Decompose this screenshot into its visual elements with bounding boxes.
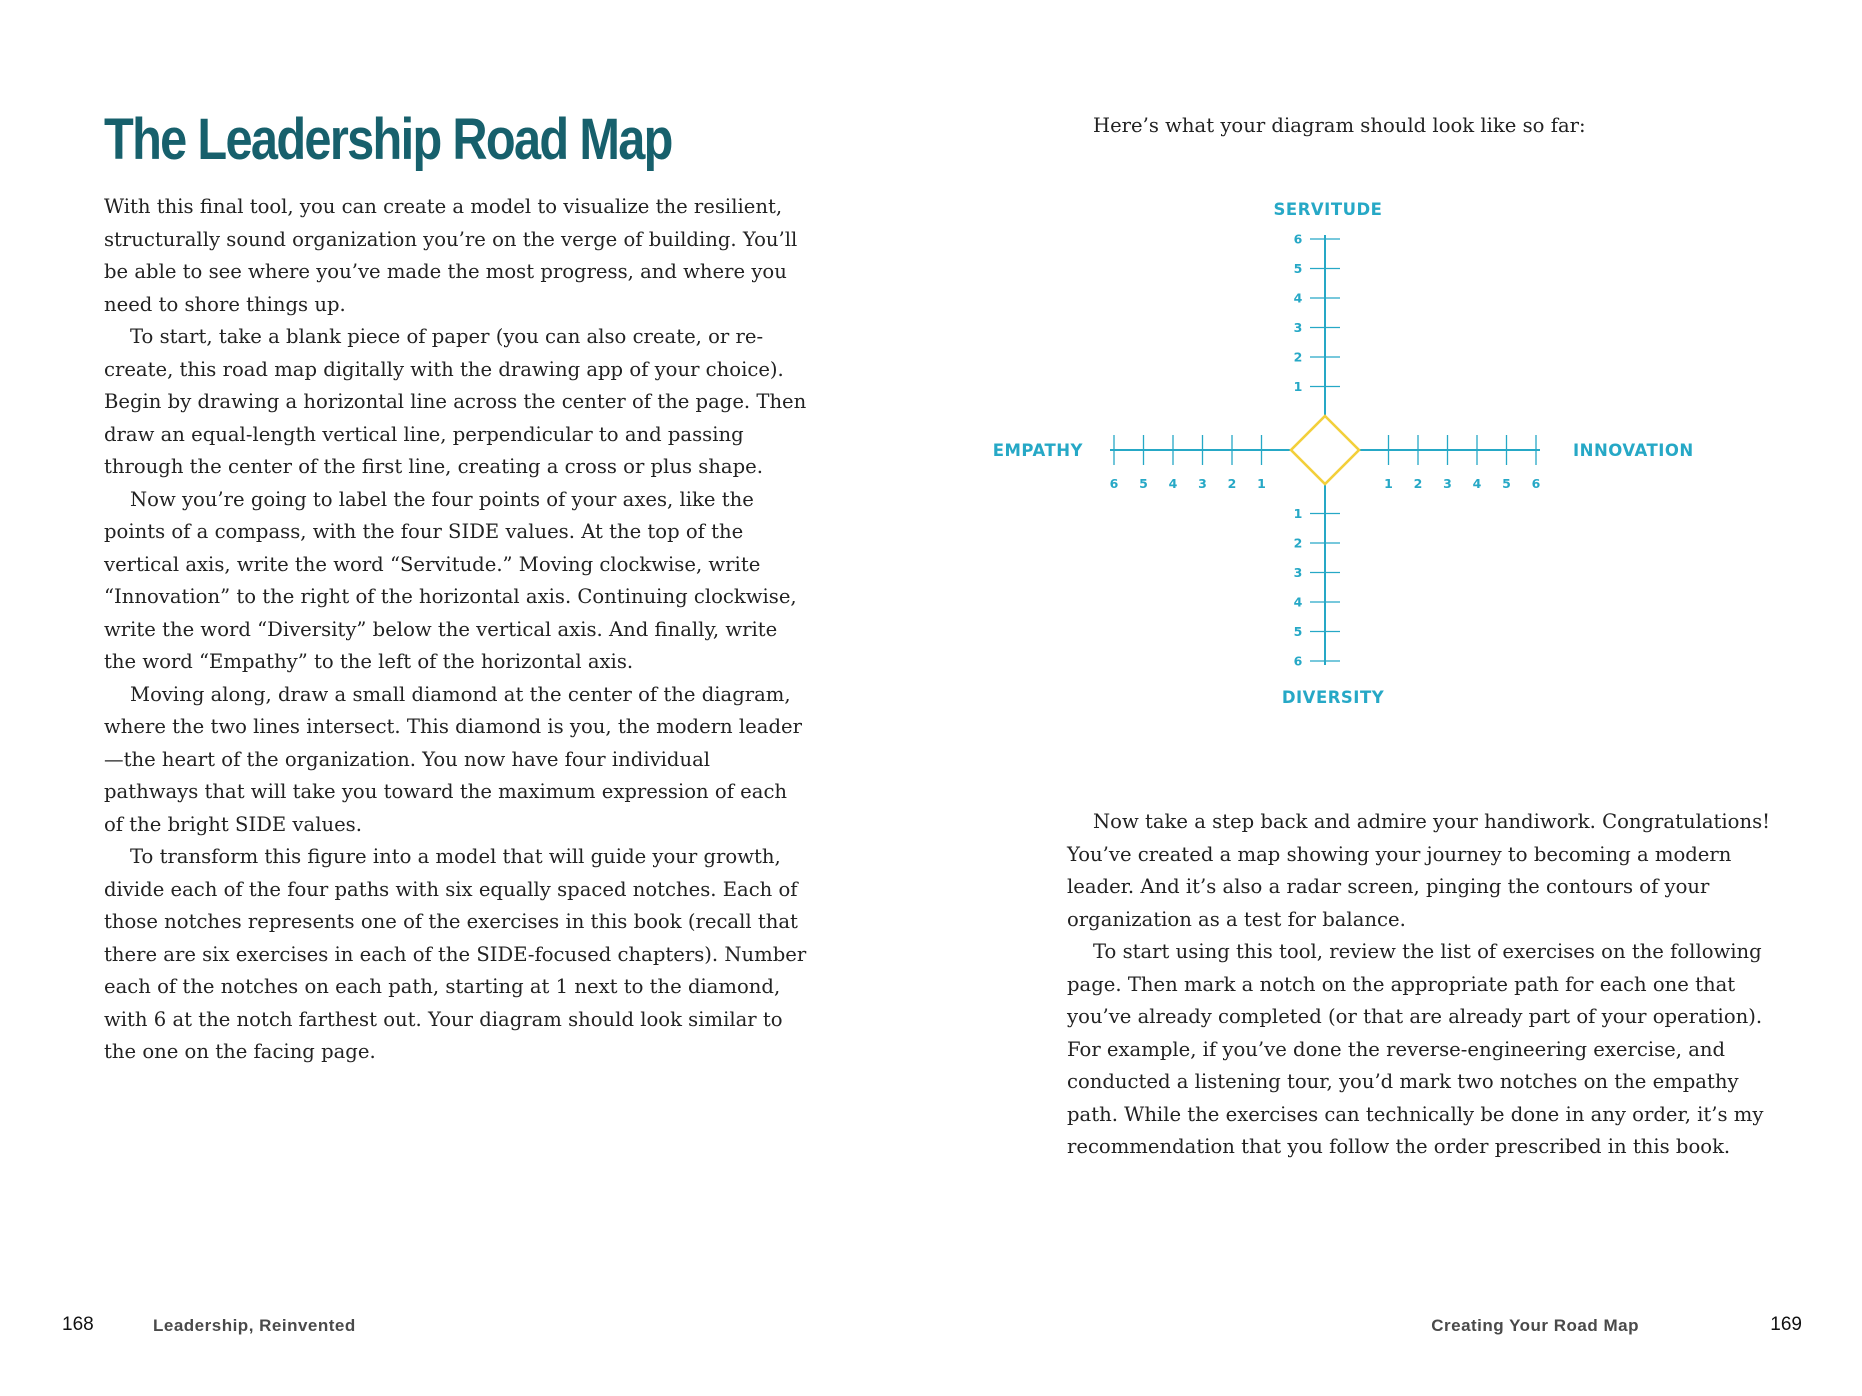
tick-label-left-2: 2 xyxy=(1227,476,1237,491)
paragraph: Now take a step back and admire your handiwork. Congratulations! You’ve created a map showing your journey to becoming a modern leader. And it’s also a radar screen, pinging the contours of your organization as a test for balance. xyxy=(1067,810,1771,931)
tick-label-top-5: 5 xyxy=(1293,261,1303,276)
axes xyxy=(1110,235,1540,665)
tick-label-bottom-2: 2 xyxy=(1293,535,1303,551)
road-map-svg xyxy=(992,180,1751,740)
paragraph: To transform this figure into a model that will guide your growth, divide each of the four paths with six equally spaced notches. Each of those notches represents one of the exercises in this book (recall that there are six exercises in each of the SIDE-focused chapters). Number each of the notches on each path, starting at 1 next to the diamond, with 6 at the notch farthest out. Your diagram should look similar to the one on the facing page. xyxy=(104,845,807,1063)
tick-label-right-4: 4 xyxy=(1472,476,1482,491)
road-map-diagram xyxy=(992,180,1751,740)
tick-label-left-5: 5 xyxy=(1139,476,1148,491)
tick-label-top-3: 3 xyxy=(1293,320,1303,335)
tick-label-top-2: 2 xyxy=(1293,349,1303,365)
paragraph: To start using this tool, review the list of exercises on the following page. Then mark a notch on the appropriate path for each one that you’ve already completed (or that are already part of your operation). For example, if you’ve done the reverse-engineering exercise, and conducted a listening tour, you’d mark two notches on the empathy path. While the exercises can technically be done in any order, it’s my recommendation that you follow the order prescribed in this book. xyxy=(1067,940,1764,1158)
tick-label-bottom-1: 1 xyxy=(1293,506,1303,521)
tick-label-bottom-3: 3 xyxy=(1293,565,1303,580)
labels xyxy=(993,200,1694,707)
tick-label-top-1: 1 xyxy=(1293,379,1303,394)
running-head-right: Creating Your Road Map xyxy=(1431,1316,1639,1335)
tick-label-right-2: 2 xyxy=(1413,476,1423,491)
tick-label-top-6: 6 xyxy=(1293,231,1303,247)
tick-label-right-3: 3 xyxy=(1443,476,1452,491)
axis-label-diversity: DIVERSITY xyxy=(1281,688,1385,707)
tick-label-top-4: 4 xyxy=(1293,290,1303,306)
tick-label-left-1: 1 xyxy=(1257,476,1266,491)
tick-label-left-6: 6 xyxy=(1109,476,1119,491)
tick-label-left-3: 3 xyxy=(1198,476,1207,491)
diagram-intro: Here’s what your diagram should look like so far: xyxy=(1093,114,1586,137)
tick-label-right-6: 6 xyxy=(1531,476,1541,491)
running-head-left: Leadership, Reinvented xyxy=(153,1316,356,1335)
center-diamond xyxy=(1291,416,1359,484)
tick-label-left-4: 4 xyxy=(1168,476,1178,491)
left-body-text xyxy=(104,191,808,1069)
axis-label-empathy: EMPATHY xyxy=(992,441,1083,460)
tick-label-bottom-4: 4 xyxy=(1293,594,1303,610)
tick-label-right-5: 5 xyxy=(1502,476,1511,491)
page-number-left: 168 xyxy=(62,1314,94,1335)
tick-label-bottom-5: 5 xyxy=(1293,624,1303,639)
axis-label-innovation: INNOVATION xyxy=(1573,441,1694,460)
tick-label-right-1: 1 xyxy=(1384,476,1393,491)
right-body-text xyxy=(1067,806,1789,1164)
page-title: The Leadership Road Map xyxy=(104,107,672,172)
page-number-right: 169 xyxy=(1770,1314,1802,1335)
right-page xyxy=(931,0,1862,1396)
paragraph: Moving along, draw a small diamond at the center of the diagram, where the two lines intersect. This diamond is you, the modern leader—the heart of the organization. You now have four individual pathways that will take you toward the maximum expression of each of the bright SIDE values. xyxy=(104,682,802,836)
paragraph: Now you’re going to label the four points of your axes, like the points of a compass, with the four SIDE values. At the top of the vertical axis, write the word “Servitude.” Moving clockwise, write “Innovation” to the right of the horizontal axis. Continuing clockwise, write the word “Diversity” below the vertical axis. And finally, write the word “Empathy” to the left of the horizontal axis. xyxy=(104,487,797,673)
tick-label-bottom-6: 6 xyxy=(1293,653,1303,669)
paragraph: With this final tool, you can create a model to visualize the resilient, structurally sound organization you’re on the verge of building. You’ll be able to see where you’ve made the most progress, and where you need to shore things up. xyxy=(104,195,798,316)
axis-label-servitude: SERVITUDE xyxy=(1273,200,1383,219)
paragraph: To start, take a blank piece of paper (you can also create, or re-create, this road map digitally with the drawing app of your choice). Begin by drawing a horizontal line across the center of the page. Then draw an equal-length vertical line, perpendicular to and passing through the center of the first line, creating a cross or plus shape. xyxy=(104,325,807,478)
